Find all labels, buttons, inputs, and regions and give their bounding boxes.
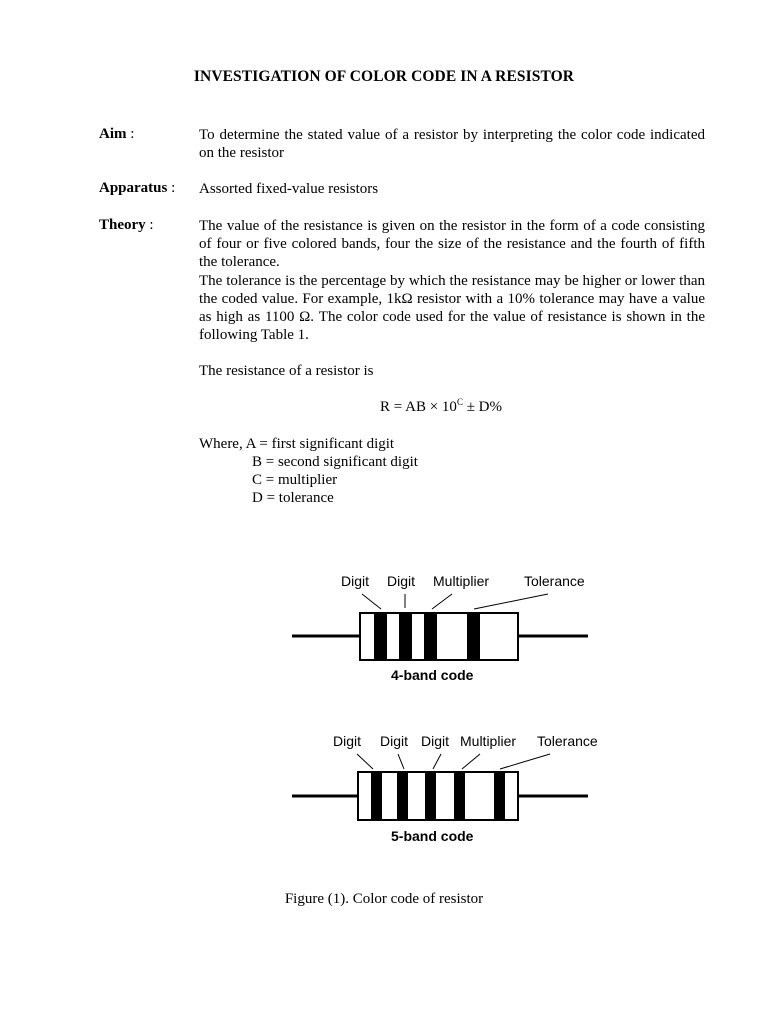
five-band-label-digit-3: Digit: [421, 733, 450, 749]
theory-paragraph-1: The value of the resistance is given on the resistor in the form of a code consisting of four or five colored bands, four the size of the resistance and the fourth of fifth the tolerance.: [199, 218, 705, 271]
four-band-label-digit-2: Digit: [387, 573, 416, 589]
definition-a: Where, A = first significant digit: [199, 436, 395, 452]
pointer-line: [433, 754, 441, 769]
five-band-label-multiplier: Multiplier: [460, 733, 517, 749]
formula-exponent: C: [456, 397, 463, 407]
color-band: [424, 613, 437, 660]
color-band: [467, 613, 480, 660]
page-title: INVESTIGATION OF COLOR CODE IN A RESISTOR: [193, 68, 575, 85]
color-band: [425, 772, 436, 820]
resistor-figure: [0, 560, 768, 860]
formula-intro: The resistance of a resistor is: [199, 363, 374, 379]
apparatus-label: [99, 180, 175, 197]
theory-paragraph-2: The tolerance is the percentage by which the resistance may be higher or lower than the coded value. For example, 1kΩ resistor with a 10% tolerance may have a value as high as 1100 Ω. The color code used for the value of resistance is shown in the following Table 1.: [199, 272, 705, 344]
theory-label: [99, 217, 154, 234]
pointer-line: [500, 754, 550, 769]
four-band-label-tolerance: Tolerance: [524, 573, 585, 589]
definition-b: B = second significant digit: [252, 454, 418, 470]
five-band-label-tolerance: Tolerance: [537, 733, 598, 749]
pointer-line: [432, 594, 452, 609]
pointer-line: [462, 754, 480, 769]
aim-text: To determine the stated value of a resistor by interpreting the color code indicated on the resistor: [199, 127, 705, 162]
color-band: [397, 772, 408, 820]
theory-label-text: Theory: [99, 217, 146, 233]
theory-separator: :: [145, 217, 154, 233]
four-band-caption: 4-band code: [391, 667, 474, 683]
four-band-resistor: [292, 573, 588, 683]
definition-d: D = tolerance: [252, 490, 334, 506]
figure-caption: Figure (1). Color code of resistor: [284, 891, 484, 907]
apparatus-text: Assorted fixed-value resistors: [199, 181, 379, 197]
color-band: [494, 772, 505, 820]
color-band: [374, 613, 387, 660]
pointer-line: [398, 754, 404, 769]
formula-tail: ± D%: [462, 399, 503, 415]
apparatus-label-text: Apparatus: [99, 180, 168, 196]
resistance-formula: [380, 399, 502, 416]
four-band-label-multiplier: Multiplier: [433, 573, 490, 589]
four-band-label-digit-1: Digit: [341, 573, 370, 589]
definition-c: C = multiplier: [252, 472, 338, 488]
five-band-resistor: [292, 733, 598, 844]
aim-label: [99, 126, 134, 143]
pointer-line: [362, 594, 381, 609]
apparatus-separator: :: [167, 180, 176, 196]
five-band-label-digit-1: Digit: [333, 733, 362, 749]
formula-main: R = AB × 10: [380, 399, 457, 415]
aim-label-text: Aim: [99, 126, 127, 142]
five-band-label-digit-2: Digit: [380, 733, 409, 749]
pointer-line: [357, 754, 373, 769]
pointer-line: [474, 594, 548, 609]
color-band: [371, 772, 382, 820]
aim-separator: :: [126, 126, 135, 142]
color-band: [454, 772, 465, 820]
theory-text: [199, 217, 705, 344]
color-band: [399, 613, 412, 660]
five-band-caption: 5-band code: [391, 828, 474, 844]
